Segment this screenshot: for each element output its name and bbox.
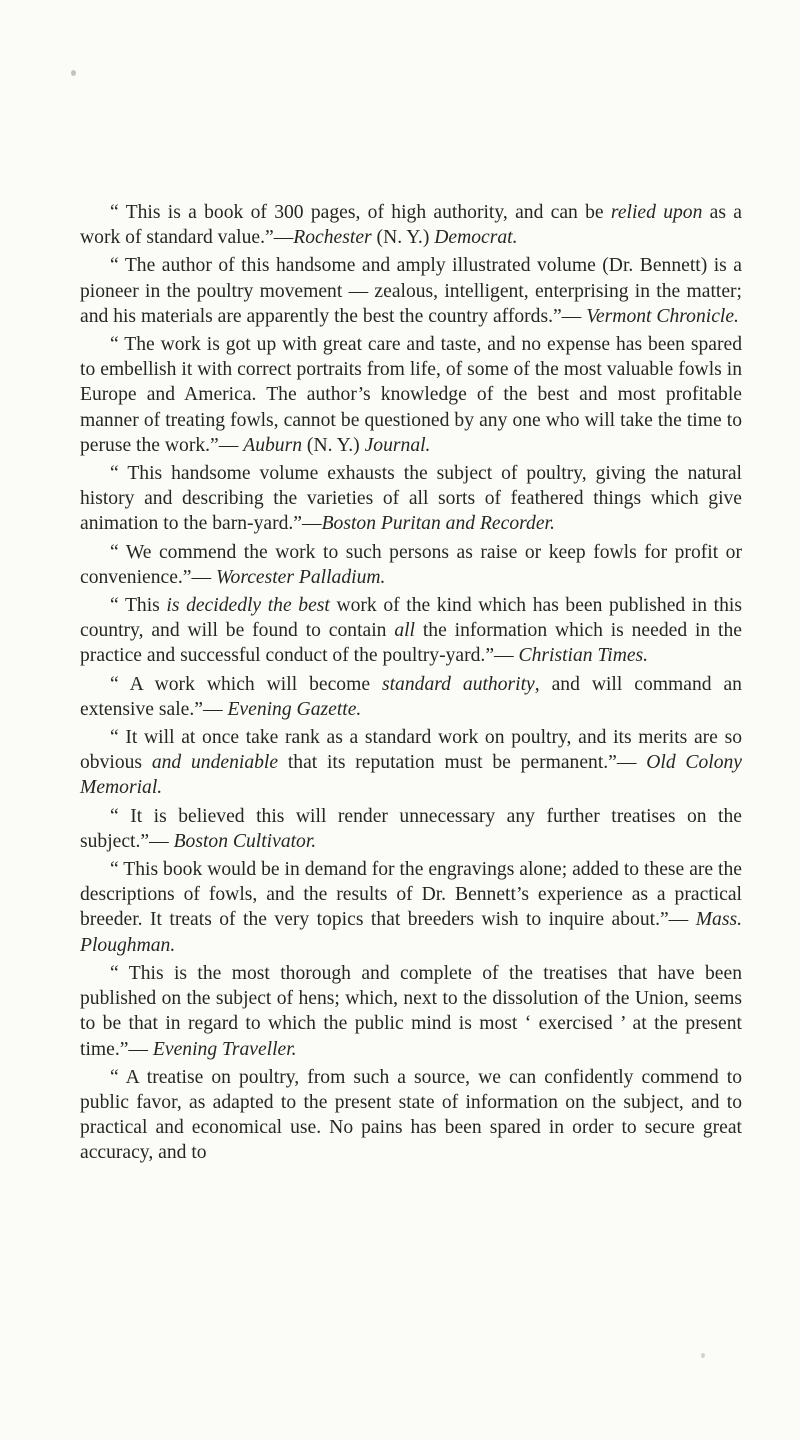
italic-text: Boston Cultivator. [173,830,317,852]
review-paragraph [80,672,742,722]
text-run: work of the kind which has been published in this country, and will be found to contain [80,595,742,642]
italic-text: Evening Traveller. [152,1038,297,1060]
review-paragraph [80,804,742,854]
review-paragraph [80,593,742,669]
text-run: “ A treatise on poultry, from such a source, we can confidently commend to public favor, as adapted to the present state of information on the subject, and to practical and economical use. No pains has been spared in order to secure great accuracy, and to [80,1066,742,1164]
text-run: “ The author of this handsome and amply illustrated volume (Dr. Bennett) is a pioneer in the poultry movement — zealous, intelligent, enterprising in the matter; and his materials are apparently the best the country affords.”— [80,255,742,327]
review-paragraph [80,1065,742,1166]
text-run: “ This is the most thorough and complete of the treatises that have been published on the subject of hens; which, next to the dissolution of the Union, seems to be that in regard to which the public mind is most ‘ exercised ’ at the present time.”— [80,962,742,1060]
text-run: “ We commend the work to such persons as raise or keep fowls for profit or convenience.”— [80,541,742,588]
review-paragraph [80,253,742,329]
text-run: “ This book would be in demand for the engravings alone; added to these are the descriptions of fowls, and the results of Dr. Bennett’s experience as a practical breeder. It treats of the very topics that breeders wish to inquire about.”— [80,859,742,931]
text-run: “ It will at once take rank as a standard work on poultry, and its merits are so obvious [80,727,742,774]
italic-text: relied upon [610,202,703,223]
reviews-page [80,200,742,1169]
italic-text: Evening Gazette. [227,698,362,720]
text-run: “ The work is got up with great care and taste, and no expense has been spared to embellish it with correct portraits from life, of some of the most valuable fowls in Europe and America. The author’s knowledge of the best and most profitable manner of treating fowls, cannot be questioned by any one who will take the time to peruse the work.”— [80,334,742,456]
text-run: “ A work which will become [110,673,382,695]
italic-text: Rochester [293,227,372,249]
review-paragraph [80,857,742,958]
review-paragraph [80,961,742,1062]
italic-text: Auburn [243,434,303,456]
italic-text: Mass. Ploughman. [80,909,742,956]
italic-text: and undeniable [151,752,279,774]
review-paragraph [80,461,742,537]
italic-text: is decidedly the best [166,595,330,617]
text-run: (N. Y.) [371,227,435,249]
text-run: “ This [110,595,167,617]
text-run: the information which is needed in the practice and successful conduct of the poultry-yard.”— [80,620,742,667]
ink-speck [701,1353,705,1358]
ink-speck [71,70,76,76]
review-paragraph [80,332,742,458]
italic-text: standard authority [381,673,535,695]
italic-text: Boston Puritan and Recorder. [321,513,555,535]
italic-text: Vermont Chronicle. [586,305,739,327]
italic-text: Old Colony Memorial. [80,752,743,799]
italic-text: Worcester Palladium. [216,566,386,588]
text-run: , and will command an extensive sale.”— [80,673,742,720]
text-run: (N. Y.) [302,434,365,456]
review-paragraph [80,540,742,590]
review-paragraph [80,200,742,250]
text-run: “ This is a book of 300 pages, of high authority, and can be [110,202,611,223]
text-run: “ This handsome volume exhausts the subject of poultry, giving the natural history and describing the varieties of all sorts of feathered things which give animation to the barn-yard.”— [80,463,742,535]
text-run: as a work of standard value.”— [80,202,742,249]
italic-text: Journal. [364,434,431,456]
italic-text: Christian Times. [518,645,649,667]
italic-text: Democrat. [434,227,518,249]
text-run: that its reputation must be permanent.”— [278,752,647,774]
review-paragraph [80,725,742,801]
text-run: “ It is believed this will render unnecessary any further treatises on the subject.”— [80,805,742,852]
italic-text: all [394,620,415,642]
